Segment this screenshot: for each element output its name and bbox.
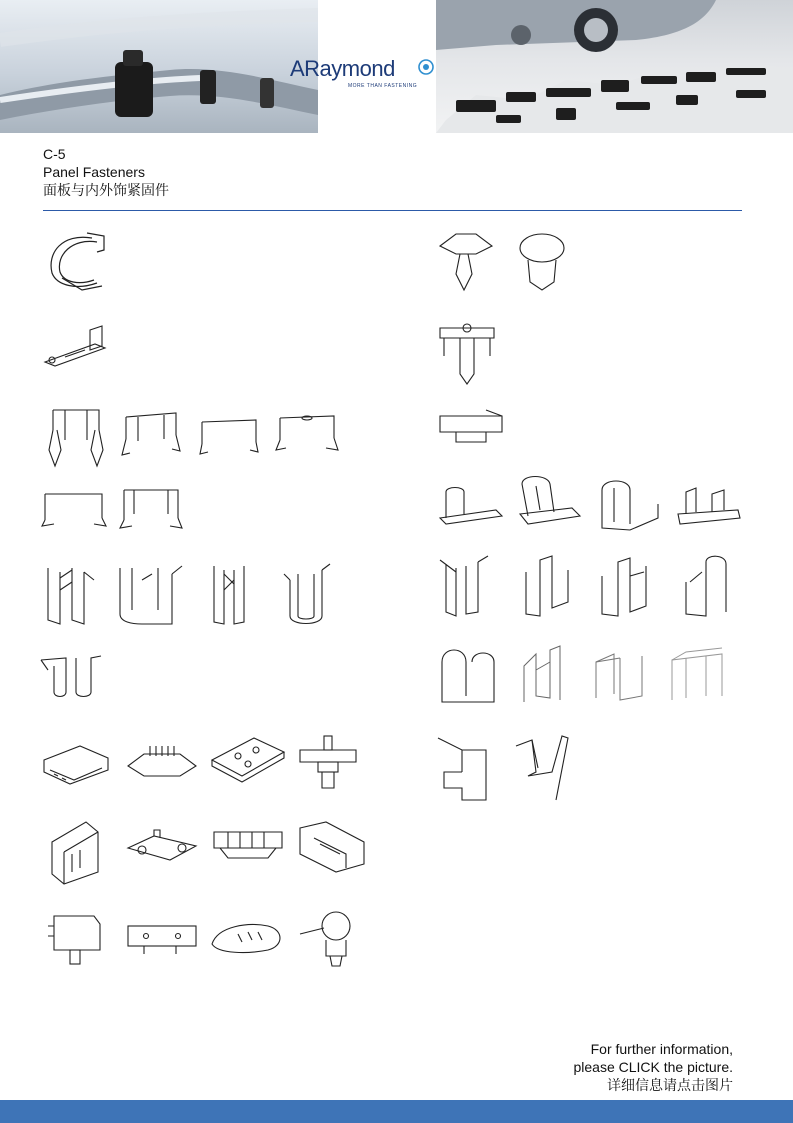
section-title-cn: 面板与内外饰紧固件	[43, 182, 169, 198]
section-code: C-5	[43, 146, 66, 162]
part-trim-clip-3[interactable]	[208, 730, 288, 784]
part-u-clip-6[interactable]	[116, 484, 184, 532]
footer-note	[573, 1040, 733, 1094]
part-bracket-clip-1[interactable]	[44, 910, 106, 968]
part-strap-mount[interactable]	[40, 322, 110, 370]
part-christmas-tree-clip[interactable]	[436, 230, 496, 296]
footer-line-1: For further information,	[590, 1041, 733, 1057]
araymond-logo	[290, 56, 440, 96]
part-clip-holder-1[interactable]	[46, 812, 104, 886]
part-wire-clip-2[interactable]	[518, 552, 574, 622]
part-clip-holder-2[interactable]	[124, 826, 200, 868]
part-spring-clip-3[interactable]	[204, 560, 254, 628]
part-spring-bracket-3[interactable]	[596, 474, 666, 536]
part-wire-clip-4[interactable]	[676, 552, 736, 622]
footer-line-2: please CLICK the picture.	[573, 1059, 733, 1075]
part-clip-holder-4[interactable]	[296, 818, 368, 876]
part-bracket-clip-4[interactable]	[296, 906, 368, 970]
part-spring-bracket-4[interactable]	[674, 484, 744, 530]
section-heading	[43, 145, 169, 199]
part-u-clip-4[interactable]	[274, 410, 340, 455]
part-panel-clip-1[interactable]	[436, 640, 502, 708]
part-spring-bracket-2[interactable]	[514, 474, 584, 530]
part-edge-retainer-2[interactable]	[512, 732, 572, 804]
part-clip-hose-clamp[interactable]	[42, 228, 112, 293]
header-banner	[0, 0, 793, 133]
banner-photo-pipes	[0, 0, 318, 133]
part-edge-retainer-1[interactable]	[434, 732, 494, 804]
part-wire-clip-1[interactable]	[436, 552, 492, 622]
banner-photo-car	[436, 0, 793, 133]
part-panel-clip-3[interactable]	[590, 640, 650, 708]
heading-divider	[43, 210, 742, 211]
part-spring-clip-1[interactable]	[38, 560, 98, 628]
part-spring-bracket-1[interactable]	[436, 484, 506, 530]
part-u-clip-2[interactable]	[118, 405, 184, 460]
part-push-rivet-2[interactable]	[514, 230, 570, 296]
part-wire-clip-3[interactable]	[596, 552, 652, 622]
part-trim-clip-2[interactable]	[124, 742, 200, 782]
logo-wordmark: ARaymond	[290, 56, 395, 81]
part-clip-holder-3[interactable]	[208, 824, 288, 864]
part-u-clip-1[interactable]	[45, 400, 107, 470]
part-u-clip-5[interactable]	[40, 488, 108, 528]
logo-tagline: MORE THAN FASTENING	[348, 83, 418, 89]
part-bracket-clip-2[interactable]	[124, 922, 200, 958]
part-nut-clip[interactable]	[436, 318, 498, 386]
part-trim-clip-1[interactable]	[40, 740, 112, 790]
section-title-en: Panel Fasteners	[43, 164, 145, 180]
part-bracket-clip-3[interactable]	[208, 916, 288, 956]
part-spring-clip-4[interactable]	[280, 560, 332, 628]
part-edge-clip[interactable]	[436, 406, 506, 446]
part-panel-clip-4[interactable]	[666, 640, 730, 708]
part-push-rivet-1[interactable]	[296, 730, 360, 794]
footer-line-3: 详细信息请点击图片	[607, 1077, 733, 1093]
part-spring-clip-2[interactable]	[112, 560, 184, 628]
part-spring-clip-5[interactable]	[36, 652, 106, 698]
part-u-clip-3[interactable]	[196, 412, 262, 457]
part-panel-clip-2[interactable]	[516, 640, 576, 708]
footer-bar	[0, 1100, 793, 1123]
logo-mark-icon	[418, 59, 434, 75]
